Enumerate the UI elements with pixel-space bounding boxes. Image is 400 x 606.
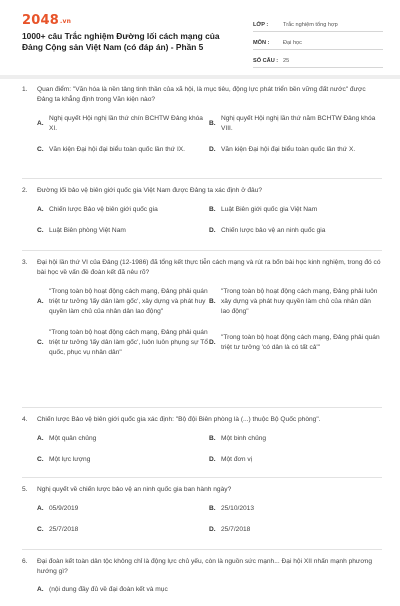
meta-value[interactable]: Trắc nghiệm tổng hợp: [283, 22, 338, 28]
option-letter: A.: [37, 206, 44, 213]
option-a[interactable]: [37, 205, 209, 215]
logo-text: 2048: [22, 13, 59, 28]
option-text: "Trong toàn bộ hoạt động cách mạng, Đảng phải quán triệt tư tưởng 'lấy dân làm gốc', luôn luôn phụng sự Tổ quốc, phục vụ nhân dân": [49, 329, 208, 356]
question-divider: [22, 549, 382, 550]
option-c[interactable]: [37, 226, 209, 236]
option-text: (nội dung đầy đủ về đại đoàn kết và mục: [49, 586, 168, 593]
option-letter: B.: [209, 298, 216, 305]
option-letter: A.: [37, 298, 44, 305]
option-text: Nghị quyết Hội nghị lần thứ năm BCHTW Đảng khóa VIII.: [221, 115, 376, 132]
option-letter: C.: [37, 339, 44, 346]
option-text: Một đơn vị: [221, 456, 253, 463]
option-d[interactable]: [209, 455, 381, 465]
page-title: 1000+ câu Trắc nghiệm Đường lối cách mạng của Đảng Cộng sản Việt Nam (có đáp án) - Phần 5: [22, 31, 220, 52]
option-b[interactable]: [209, 434, 381, 444]
option-b[interactable]: [209, 114, 381, 134]
option-letter: B.: [209, 505, 216, 512]
meta-label: LỚP :: [253, 22, 269, 28]
quiz-meta: [253, 14, 383, 68]
question-text: Chiến lược Bảo vệ biên giới quốc gia xác định: "Bộ đội Biên phòng là (...) thuộc Bộ Quốc phòng".: [37, 416, 321, 423]
option-text: Luật Biên giới quốc gia Việt Nam: [221, 206, 318, 213]
question-text: Đường lối bảo vệ biên giới quốc gia Việt Nam được Đảng ta xác định ở đâu?: [37, 187, 263, 194]
option-letter: D.: [209, 146, 216, 153]
option-text: 05/9/2019: [49, 505, 79, 512]
option-d[interactable]: [209, 226, 381, 236]
meta-label: SỐ CÂU :: [253, 58, 279, 64]
meta-value: 25: [283, 58, 290, 64]
option-b[interactable]: [209, 287, 381, 317]
option-letter: A.: [37, 586, 44, 593]
question-number: 3.: [22, 259, 28, 266]
option-text: Văn kiện Đại hội đại biểu toàn quốc lần thứ IX.: [49, 146, 186, 153]
question-4: [22, 415, 382, 476]
option-text: "Trong toàn bộ hoạt động cách mạng, Đảng phải luôn xây dựng và phát huy quyền làm chủ của nhân dân lao động": [221, 288, 378, 315]
option-d[interactable]: [209, 328, 381, 358]
option-text: 25/7/2018: [49, 526, 79, 533]
question-number: 5.: [22, 486, 28, 493]
option-text: Chiến lược bảo vệ an ninh quốc gia: [221, 227, 326, 234]
option-letter: C.: [37, 146, 44, 153]
option-a[interactable]: [37, 114, 209, 134]
meta-label: MÔN :: [253, 40, 270, 46]
option-c[interactable]: [37, 328, 209, 358]
meta-value[interactable]: Đại học: [283, 40, 302, 46]
option-text: 25/10/2013: [221, 505, 255, 512]
option-letter: B.: [209, 435, 216, 442]
question-divider: [22, 178, 382, 179]
option-text: Một lực lượng: [49, 456, 91, 463]
option-letter: C.: [37, 526, 44, 533]
option-text: Nghị quyết Hội nghị lần thứ chín BCHTW Đảng khóa XI.: [49, 115, 203, 132]
question-number: 1.: [22, 86, 28, 93]
option-b[interactable]: [209, 205, 381, 215]
option-text: Luật Biên phòng Việt Nam: [49, 227, 126, 234]
question-text: Đại hội lần thứ VI của Đảng (12-1986) đã tổng kết thực tiễn cách mạng và rút ra bốn bài học kinh nghiệm, trong đó có bài học về vấn đề đoàn kết đã nêu rõ?: [37, 259, 381, 276]
option-letter: B.: [209, 206, 216, 213]
question-1: [22, 85, 382, 166]
meta-row-subject: [253, 32, 383, 50]
question-divider: [22, 407, 382, 408]
option-letter: D.: [209, 456, 216, 463]
page-header: [0, 0, 400, 74]
option-a[interactable]: [37, 287, 209, 317]
option-letter: D.: [209, 526, 216, 533]
option-letter: A.: [37, 505, 44, 512]
question-divider: [22, 477, 382, 478]
option-c[interactable]: [37, 525, 209, 535]
question-5: [22, 485, 382, 546]
option-a[interactable]: [37, 585, 382, 595]
meta-row-count: [253, 50, 383, 68]
option-text: "Trong toàn bộ hoạt động cách mạng, Đảng phải quán triệt tư tưởng 'lấy dân làm gốc', xây dựng và phát huy quyền làm chủ của nhân dân lao động": [49, 288, 208, 315]
option-text: Văn kiện Đại hội đại biểu toàn quốc lần thứ X.: [221, 146, 356, 153]
site-logo[interactable]: [22, 13, 71, 28]
question-number: 4.: [22, 416, 28, 423]
option-letter: D.: [209, 339, 216, 346]
option-text: 25/7/2018: [221, 526, 251, 533]
option-b[interactable]: [209, 504, 381, 514]
question-6: [22, 557, 382, 606]
option-a[interactable]: [37, 434, 209, 444]
option-letter: A.: [37, 435, 44, 442]
option-letter: A.: [37, 120, 44, 127]
option-letter: B.: [209, 120, 216, 127]
question-2: [22, 186, 382, 247]
logo-suffix: .vn: [59, 18, 72, 25]
option-letter: C.: [37, 227, 44, 234]
option-d[interactable]: [209, 525, 381, 535]
option-d[interactable]: [209, 145, 381, 155]
question-3: [22, 258, 382, 369]
option-text: "Trong toàn bộ hoạt động cách mạng, Đảng phải quán triệt tư tưởng 'có dân là có tất cả'": [221, 334, 380, 351]
question-divider: [22, 250, 382, 251]
option-c[interactable]: [37, 455, 209, 465]
question-number: 6.: [22, 558, 28, 565]
question-number: 2.: [22, 187, 28, 194]
question-text: Đại đoàn kết toàn dân tộc không chỉ là động lực chủ yếu, còn là nguồn sức mạnh... Đại hội XII nhấn mạnh phương hướng gì?: [37, 558, 373, 575]
option-a[interactable]: [37, 504, 209, 514]
option-c[interactable]: [37, 145, 209, 155]
option-text: Chiến lược Bảo vệ biên giới quốc gia: [49, 206, 158, 213]
option-text: Một binh chủng: [221, 435, 267, 442]
header-divider: [0, 75, 400, 79]
option-letter: D.: [209, 227, 216, 234]
option-letter: C.: [37, 456, 44, 463]
question-text: Quan điểm: "Văn hóa là nền tảng tinh thần của xã hội, là mục tiêu, động lực phát triển bền vững đất nước" được Đảng ta khẳng định trong Văn kiện nào?: [37, 86, 366, 103]
meta-row-class: [253, 14, 383, 32]
option-text: Một quân chủng: [49, 435, 97, 442]
question-text: Nghị quyết về chiến lược bảo vệ an ninh quốc gia ban hành ngày?: [37, 486, 232, 493]
